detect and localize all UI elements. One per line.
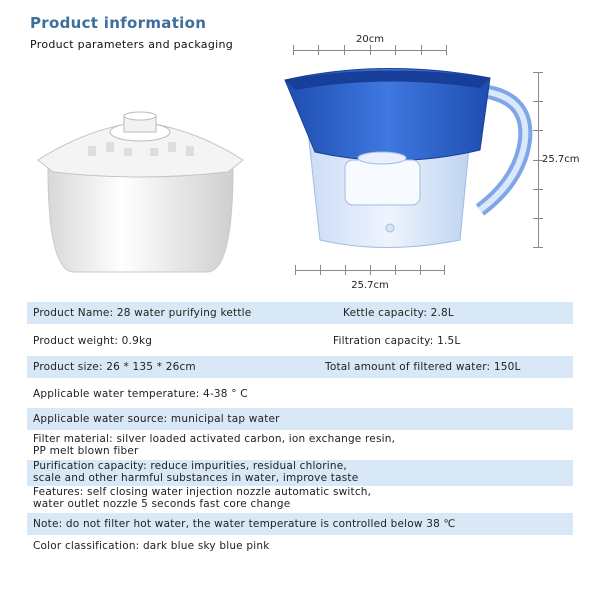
total-filtered-water: Total amount of filtered water: 150L <box>325 361 521 373</box>
product-name: Product Name: 28 water purifying kettle <box>33 307 252 319</box>
spec-row-size <box>27 356 573 378</box>
height-dimension-right <box>520 72 580 248</box>
spec-row-note <box>27 513 573 535</box>
width-dimension-top <box>293 34 447 56</box>
spec-row-purification <box>27 460 573 486</box>
spec-row-temperature <box>27 383 573 405</box>
spec-row-filter-material <box>27 433 573 459</box>
spec-row-features <box>27 486 573 512</box>
width-top-label: 20cm <box>356 34 384 45</box>
purification-line2: scale and other harmful substances in water, improve taste <box>33 472 359 484</box>
features-line2: water outlet nozzle 5 seconds fast core change <box>33 498 291 510</box>
water-source: Applicable water source: municipal tap water <box>33 413 280 425</box>
kettle-capacity: Kettle capacity: 2.8L <box>343 307 454 319</box>
filter-cartridge-image <box>28 110 253 275</box>
water-temperature: Applicable water temperature: 4-38 ° C <box>33 388 248 400</box>
page-subtitle: Product parameters and packaging <box>30 38 234 51</box>
filtration-capacity: Filtration capacity: 1.5L <box>333 335 461 347</box>
height-right-label: 25.7cm <box>542 154 580 165</box>
filter-material-line2: PP melt blown fiber <box>33 445 139 457</box>
width-bottom-label: 25.7cm <box>351 280 389 291</box>
spec-row-color <box>27 536 573 556</box>
spec-row-source <box>27 408 573 430</box>
width-dimension-bottom <box>295 264 445 291</box>
spec-row-name <box>27 302 573 324</box>
note-text: Note: do not filter hot water, the water temperature is controlled below 38 ℃ <box>33 518 456 530</box>
kettle-image <box>275 60 545 260</box>
color-classification: Color classification: dark blue sky blue pink <box>33 540 270 552</box>
product-size: Product size: 26 * 135 * 26cm <box>33 361 196 373</box>
page-title: Product information <box>30 14 207 32</box>
filter-material-line1: Filter material: silver loaded activated carbon, ion exchange resin, <box>33 433 396 445</box>
spec-row-weight <box>27 330 573 352</box>
product-weight: Product weight: 0.9kg <box>33 335 153 347</box>
features-line1: Features: self closing water injection nozzle automatic switch, <box>33 486 372 498</box>
purification-line1: Purification capacity: reduce impurities, residual chlorine, <box>33 460 347 472</box>
